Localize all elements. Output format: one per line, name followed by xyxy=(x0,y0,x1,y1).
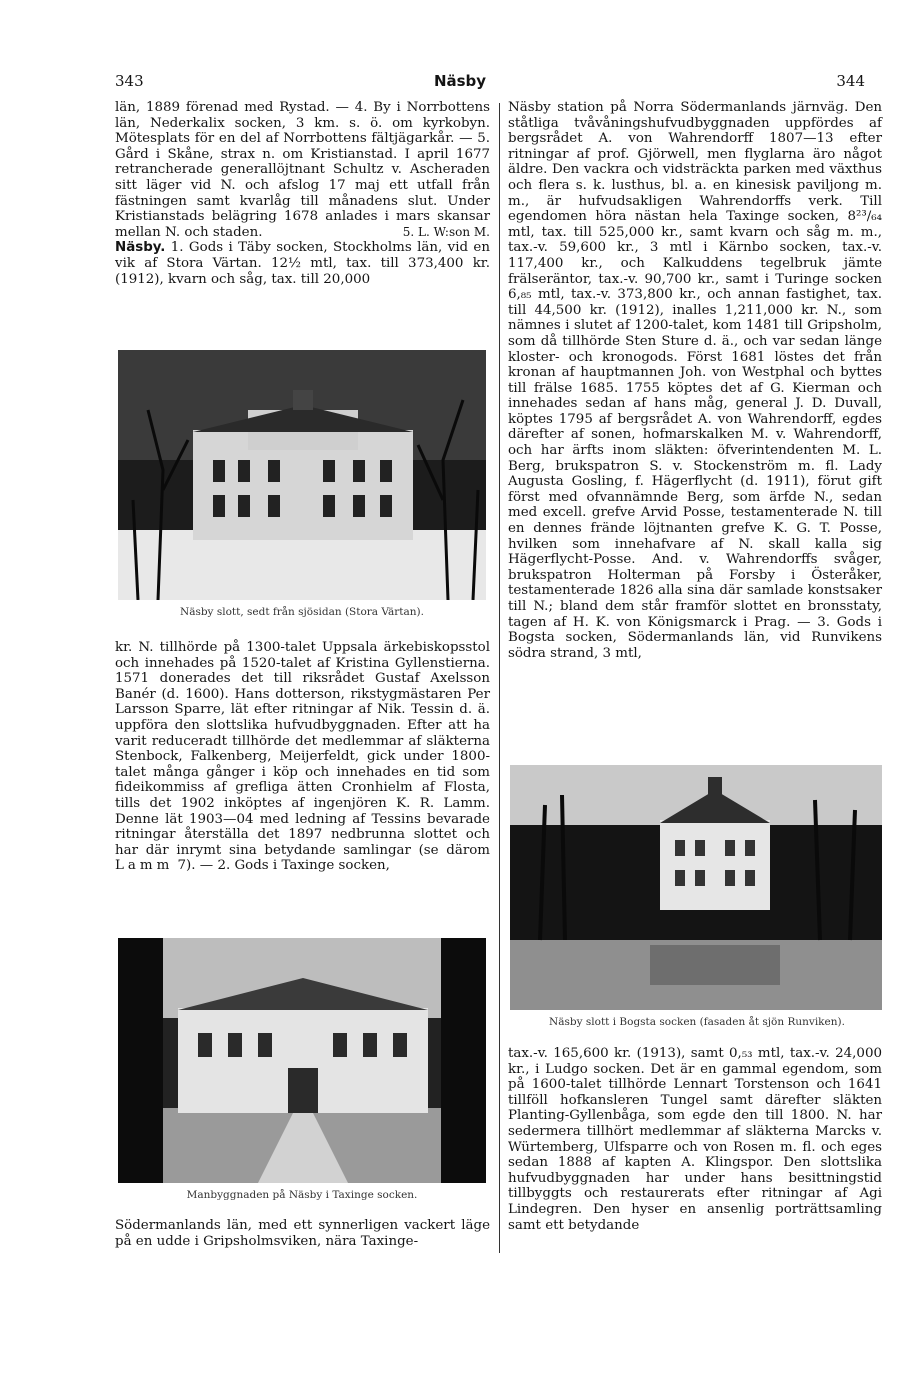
photo-castle-lake xyxy=(510,765,882,1010)
figure-manbyggnaden-taxinge xyxy=(118,938,486,1183)
left-column-middle xyxy=(115,640,490,874)
right-column-top xyxy=(508,100,882,661)
photo-castle-winter xyxy=(118,350,486,600)
figure3-caption: Näsby slott i Bogsta socken (fasaden åt sjön Runviken). xyxy=(549,1016,845,1028)
paragraph-top-left: län, 1889 förenad med Rystad. — 4. By i Norrbottens län, Nederkalix socken, 3 km. s. ö. om kyrkobyn. Mötesplats för en del af Norrbottens fältjägarkår. — 5. Gård i Skåne, strax n. om Kristianstad. I april 1677 retrancherade generallöjtnant Schultz v. Ascheraden sitt läger vid N. och afslog 17 maj ett utfall från fästningen samt kvarlåg till månadens slut. Under Kristianstads belägring 1678 anlades i mars skansar mellan N. och staden. 5. L. W:son M. xyxy=(115,100,490,240)
paragraph-middle-left: kr. N. tillhörde på 1300-talet Uppsala ärkebiskopsstol och innehades på 1520-talet af Kristina Gyllenstierna. 1571 donerades det till riksrådet Gustaf Axelsson Banér (d. 1600). Hans dotterson, rikstygmästaren Per Larsson Sparre, lät efter ritningar af Nik. Tessin d. ä. uppföra den slottslika hufvudbyggnaden. Efter att ha varit reduceradt tillhörde det medlemmar af släkterna Stenbock, Falkenberg, Meijerfeldt, gick under 1800-talet många gånger i köp och innehades en tid som fideikommiss af grefliga ätten Cronhielm af Flosta, tills det 1902 inköptes af ingenjören K. R. Lamm. Denne lät 1903—04 med ledning af Tessins bevarade ritningar återställa det 1897 nedbrunna slottet och har där inrymt sina betydande samlingar (se därom Lamm 7). — 2. Gods i Taxinge socken, xyxy=(115,640,490,874)
right-column-bottom xyxy=(508,1046,882,1233)
paragraph-bottom-left: Södermanlands län, med ett synnerligen vackert läge på en udde i Gripsholmsviken, nära Taxinge- xyxy=(115,1218,490,1249)
entry-nasby: Näsby. 1. Gods i Täby socken, Stockholms län, vid en vik af Stora Värtan. 12½ mtl, tax. till 373,400 kr. (1912), kvarn och såg, tax. till 20,000 xyxy=(115,240,490,287)
left-column-top xyxy=(115,100,490,350)
figure-nasby-slott-varta xyxy=(118,350,486,600)
page-title: Näsby xyxy=(433,72,487,90)
figure1-caption: Näsby slott, sedt från sjösidan (Stora Värtan). xyxy=(180,606,424,618)
paragraph-top-right: Näsby station på Norra Södermanlands järnväg. Den ståtliga tvåvåningshufvudbyggnaden uppfördes af bergsrådet A. von Wahrendorff 1807—13 efter ritningar af prof. Gjörwell, men flyglarna äro något äldre. Den vackra och vidsträckta parken med växthus och flera s. k. lusthus, bl. a. en kinesisk paviljong m. m., är hufvudsakligen Wahrendorffs verk. Till egendomen höra nästan hela Taxinge socken, 8²³/₆₄ mtl, tax. till 525,000 kr., samt kvarn och såg m. m., tax.-v. 59,600 kr., 3 mtl i Kärnbo socken, tax.-v. 117,400 kr., och Kalkuddens tegelbruk jämte frälseräntor, tax.-v. 90,700 kr., samt i Turinge socken 6,₈₅ mtl, tax.-v. 373,800 kr., och annan fastighet, tax. till 44,500 kr. (1912), inalles 1,211,000 kr. N., som nämnes i slutet af 1200-talet, kom 1481 till Gripsholm, som då tillhörde Sten Sture d. ä., och var sedan länge kloster- och kronogods. Först 1681 löstes det från kronan af hauptmannen Joh. von Westphal och byttes till frälse 1685. 1755 köptes det af G. Kierman och innehades sedan af hans måg, general J. D. Duvall, köptes 1795 af bergsrådet A. von Wahrendorff, egdes därefter af sonen, hofmarskalken M. v. Wahrendorff, och har ärfts inom släkten: öfverintendenten M. L. Berg, brukspatron S. v. Stockenström m. fl. Lady Augusta Gosling, f. Hägerflycht (d. 1911), förut gift först med ofvannämnde Berg, som ärfde N., sedan med excell. grefve Arvid Posse, testamenterade N. till en dennes frände löjtnanten grefve K. G. T. Posse, hvilken som innehafvare af N. skall kalla sig Hägerflycht-Posse. And. v. Wahrendorffs svåger, brukspatron Holterman på Forsby i Österåker, testamenterade 1826 alla sina där samlade konstsaker till N.; bland dem står framför slottet en bronsstaty, tagen af H. K. von Königsmarck i Prag. — 3. Gods i Bogsta socken, Södermanlands län, vid Runvikens södra strand, 3 mtl, xyxy=(508,100,882,661)
paragraph-bottom-right: tax.-v. 165,600 kr. (1913), samt 0,₅₃ mtl, tax.-v. 24,000 kr., i Ludgo socken. Det är en gammal egendom, som på 1600-talet tillhörde Lennart Torstenson och 1641 tillföll hofkansleren Tungel samt därefter släkten Planting-Gyllenbåga, som egde den till 1800. N. har sedermera tillhört medlemmar af släkterna Marcks v. Würtemberg, Ulfsparre och von Rosen m. fl. och eges sedan 1888 af kapten A. Klingspor. Den slottslika hufvudbyggnaden har under hans besittningstid tillbyggts och restaurerats efter ritningar af Agi Lindegren. Den hyser en ansenlig porträttsamling samt ett betydande xyxy=(508,1046,882,1233)
column-divider xyxy=(499,103,500,1253)
spaced-word: Lamm xyxy=(115,858,174,874)
right-page-number: 344 xyxy=(836,72,865,90)
left-column-bottom xyxy=(115,1218,490,1249)
figure-nasby-slott-bogsta xyxy=(510,765,882,1010)
entry-heading: Näsby. xyxy=(115,240,166,256)
left-page-number: 343 xyxy=(115,72,144,90)
figure2-caption: Manbyggnaden på Näsby i Taxinge socken. xyxy=(186,1189,418,1201)
photo-manor-taxinge xyxy=(118,938,486,1183)
author-signature: 5. L. W:son M. xyxy=(402,224,490,239)
